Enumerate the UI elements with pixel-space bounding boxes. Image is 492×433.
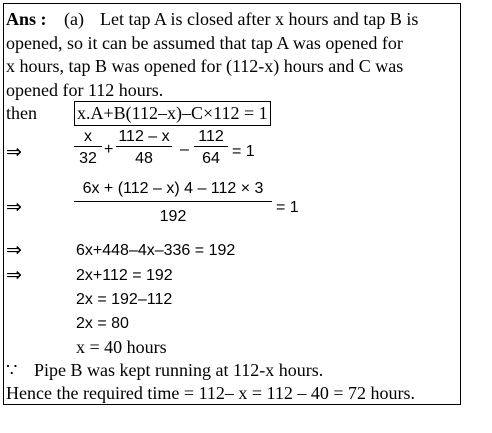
fraction-bar (74, 146, 102, 147)
minus-sign: – (180, 141, 189, 158)
fraction-denominator: 64 (202, 150, 220, 167)
fraction-denominator: 48 (135, 150, 153, 167)
fraction-numerator: 112 (198, 128, 224, 145)
implies-symbol: ⇒ (6, 264, 22, 286)
equation-step-4: 6x+448–4x–336 = 192 (76, 242, 236, 259)
because-symbol: ∵ (6, 360, 18, 380)
because-text: Pipe B was kept running at 112-x hours. (34, 360, 324, 380)
fraction-112-minus-x-over-48 (116, 128, 172, 168)
implies-symbol: ⇒ (6, 239, 22, 261)
fraction-denominator: 192 (159, 208, 187, 225)
fraction-112-over-64 (194, 128, 228, 168)
fraction-numerator: 112 – x (118, 128, 170, 145)
fraction-bar (116, 146, 172, 147)
implies-symbol: ⇒ (6, 196, 22, 218)
answer-label: Ans : (6, 9, 47, 29)
equation-step-8: x = 40 hours (76, 337, 167, 357)
fraction-combined (74, 180, 272, 226)
final-answer: Hence the required time = 112– x = 112 – 40 = 72 hours. (6, 383, 416, 403)
fraction-bar (74, 201, 272, 202)
equation-step-6: 2x = 192–112 (76, 291, 173, 308)
equals-one: = 1 (276, 199, 299, 216)
intro-line-3: x hours, tap B was opened for (112-x) hours and C was (6, 56, 404, 76)
equation-step-5: 2x+112 = 192 (76, 267, 173, 284)
fraction-numerator: x (84, 128, 92, 145)
fraction-bar (194, 146, 228, 147)
intro-line-4: opened for 112 hours. (6, 80, 164, 100)
intro-line-2: opened, so it can be assumed that tap A was opened for (6, 33, 403, 53)
equation-step-7: 2x = 80 (76, 315, 129, 332)
then-word: then (6, 103, 37, 123)
equation-boxed: x.A+B(112–x)–C×112 = 1 (74, 101, 271, 126)
implies-symbol: ⇒ (6, 141, 22, 163)
equals-one: = 1 (232, 143, 255, 160)
fraction-numerator: 6x + (112 – x) 4 – 112 × 3 (82, 180, 264, 197)
part-label: (a) (64, 9, 84, 29)
intro-line-1: Let tap A is closed after x hours and tap B is (100, 9, 419, 29)
fraction-x-over-32 (74, 128, 102, 168)
plus-sign: + (104, 141, 114, 158)
fraction-denominator: 32 (79, 150, 97, 167)
